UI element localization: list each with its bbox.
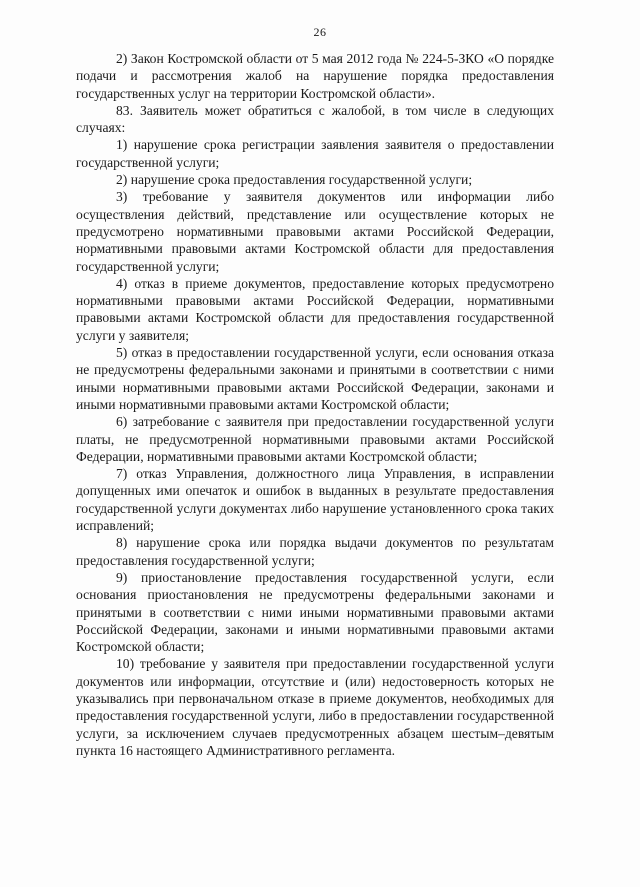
list-item-10: 10) требование у заявителя при предоставлении государственной услуги документов или информации, отсутствие и (или) недостоверность которых не указывались при первоначальном отказе в приеме документов, необходимых для предоставления государственной услуги, либо в предоставлении государственной услуги, за исключением случаев предусмотренных абзацем шестым–девятым пункта 16 настоящего Административного регламента.: [76, 656, 554, 758]
list-item-7: 7) отказ Управления, должностного лица Управления, в исправлении допущенных ими опечаток и ошибок в выданных в результате предоставления государственной услуги документах либо нарушение установленного срока таких исправлений;: [76, 466, 554, 534]
paragraph-83-intro: 83. Заявитель может обратиться с жалобой, в том числе в следующих случаях:: [76, 102, 554, 136]
document-body: [76, 50, 554, 759]
list-item-4: 4) отказ в приеме документов, предоставление которых предусмотрено нормативными правовыми актами Российской Федерации, нормативными правовыми актами Костромской области для предоставления государственной услуги у заявителя;: [76, 275, 554, 343]
list-item-5: 5) отказ в предоставлении государственной услуги, если основания отказа не предусмотрены федеральными законами и принятыми в соответствии с ними иными нормативными правовыми актами Российской Федерации, законами и иными нормативными правовыми актами Костромской области;: [76, 345, 554, 412]
list-item-2: 2) нарушение срока предоставления государственной услуги;: [116, 172, 473, 188]
list-item-3: 3) требование у заявителя документов или информации либо осуществления действий, представление или осуществление которых не предусмотрено нормативными правовыми актами Российской Федерации, нормативными правовыми актами Костромской области для предоставления государственной услуги;: [76, 189, 554, 274]
page-number: 26: [313, 25, 327, 39]
paragraph-law-reference: 2) Закон Костромской области от 5 мая 2012 года № 224-5-ЗКО «О порядке подачи и рассмотрения жалоб на нарушение порядка предоставления государственных услуг на территории Костромской области».: [76, 51, 554, 101]
list-item-9: 9) приостановление предоставления государственной услуги, если основания приостановления не предусмотрены федеральными законами и принятыми в соответствии с ними иными нормативными правовыми актами Российской Федерации, законами и иными нормативными правовыми актами Костромской области;: [76, 569, 554, 655]
list-item-6: 6) затребование с заявителя при предоставлении государственной услуги платы, не предусмотренной нормативными правовыми актами Российской Федерации, нормативными правовыми актами Костромской области;: [76, 414, 554, 464]
list-item-1: 1) нарушение срока регистрации заявления заявителя о предоставлении государственной услуги;: [76, 137, 554, 170]
list-item-8: 8) нарушение срока или порядка выдачи документов по результатам предоставления государственной услуги;: [76, 535, 554, 568]
